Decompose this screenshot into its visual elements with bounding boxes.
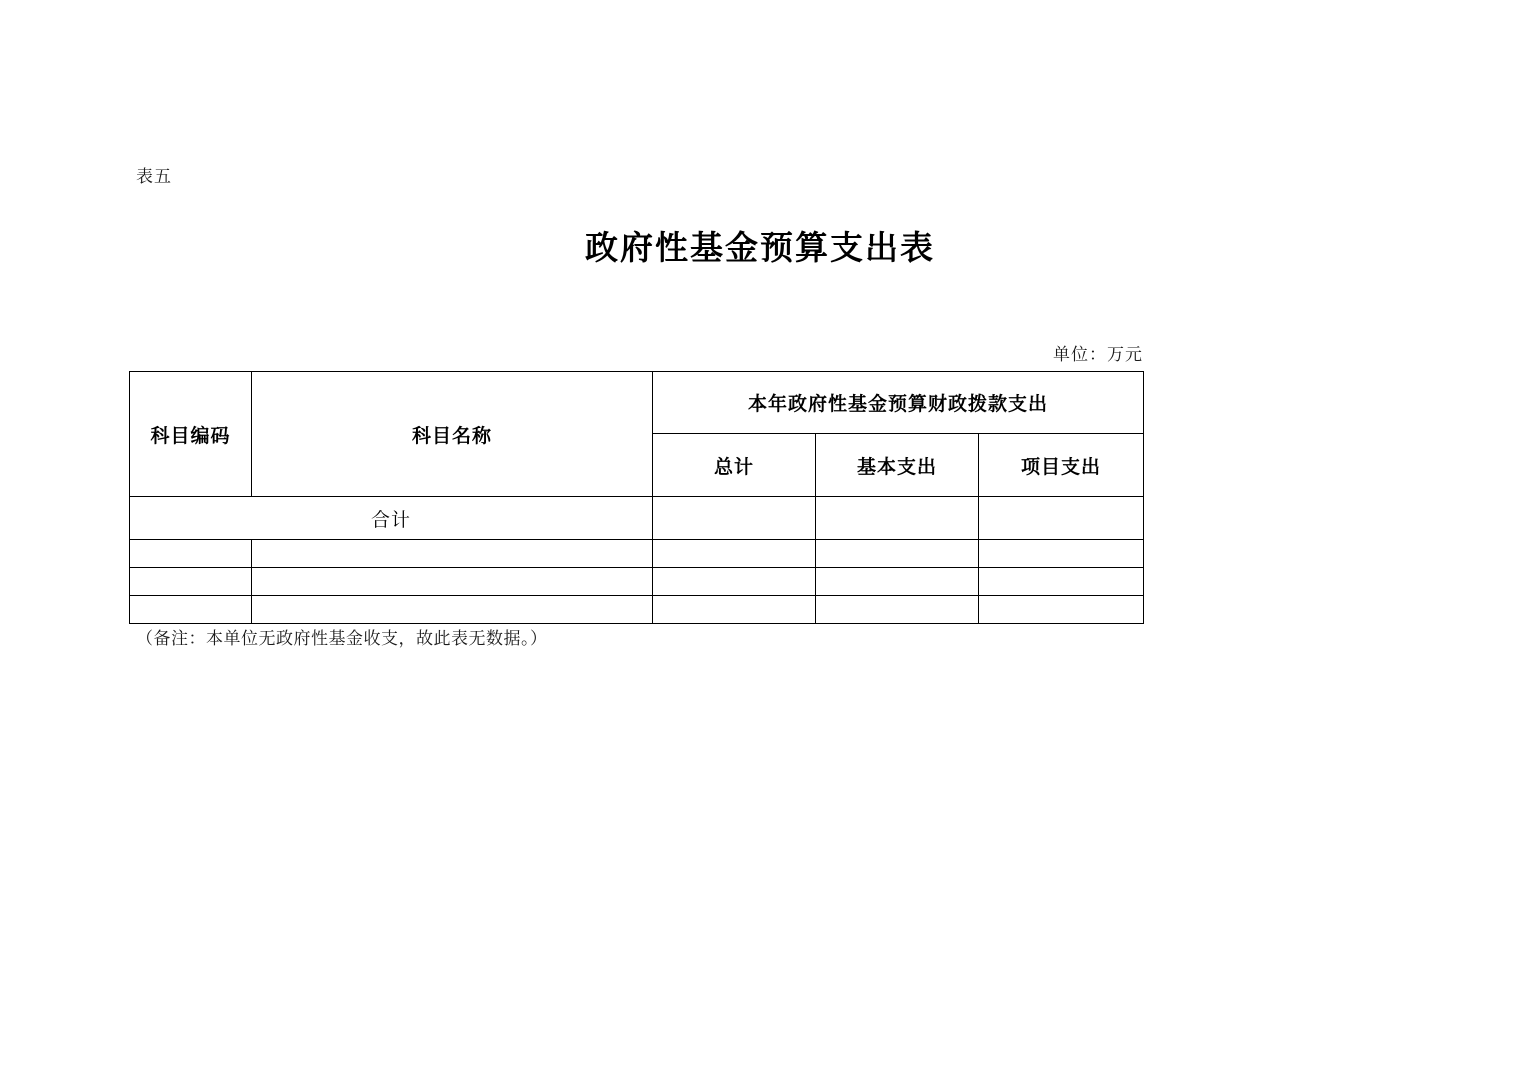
budget-expenditure-table — [129, 371, 1144, 624]
table-row — [130, 540, 1144, 568]
table-row-summary — [130, 497, 1144, 540]
summary-project-value — [979, 497, 1144, 540]
summary-total-value — [653, 497, 816, 540]
header-subject-name: 科目名称 — [252, 372, 653, 497]
header-group-government-fund-expenditure: 本年政府性基金预算财政拨款支出 — [653, 372, 1144, 434]
footnote: （备注：本单位无政府性基金收支，故此表无数据。） — [136, 629, 548, 649]
table-row — [130, 596, 1144, 624]
summary-label: 合计 — [130, 497, 653, 540]
row-code — [130, 568, 252, 596]
row-project — [979, 568, 1144, 596]
header-total: 总计 — [653, 434, 816, 497]
row-project — [979, 596, 1144, 624]
row-total — [653, 568, 816, 596]
row-basic — [816, 568, 979, 596]
row-name — [252, 596, 653, 624]
page-title: 政府性基金预算支出表 — [585, 228, 935, 267]
row-name — [252, 540, 653, 568]
row-total — [653, 596, 816, 624]
row-basic — [816, 540, 979, 568]
table-header-row-1 — [130, 372, 1144, 434]
sheet-label: 表五 — [136, 167, 172, 187]
row-code — [130, 540, 252, 568]
summary-basic-value — [816, 497, 979, 540]
row-name — [252, 568, 653, 596]
row-code — [130, 596, 252, 624]
row-project — [979, 540, 1144, 568]
header-subject-code: 科目编码 — [130, 372, 252, 497]
header-project-expenditure: 项目支出 — [979, 434, 1144, 497]
table-row — [130, 568, 1144, 596]
row-basic — [816, 596, 979, 624]
header-basic-expenditure: 基本支出 — [816, 434, 979, 497]
row-total — [653, 540, 816, 568]
unit-note: 单位：万元 — [1053, 345, 1143, 365]
